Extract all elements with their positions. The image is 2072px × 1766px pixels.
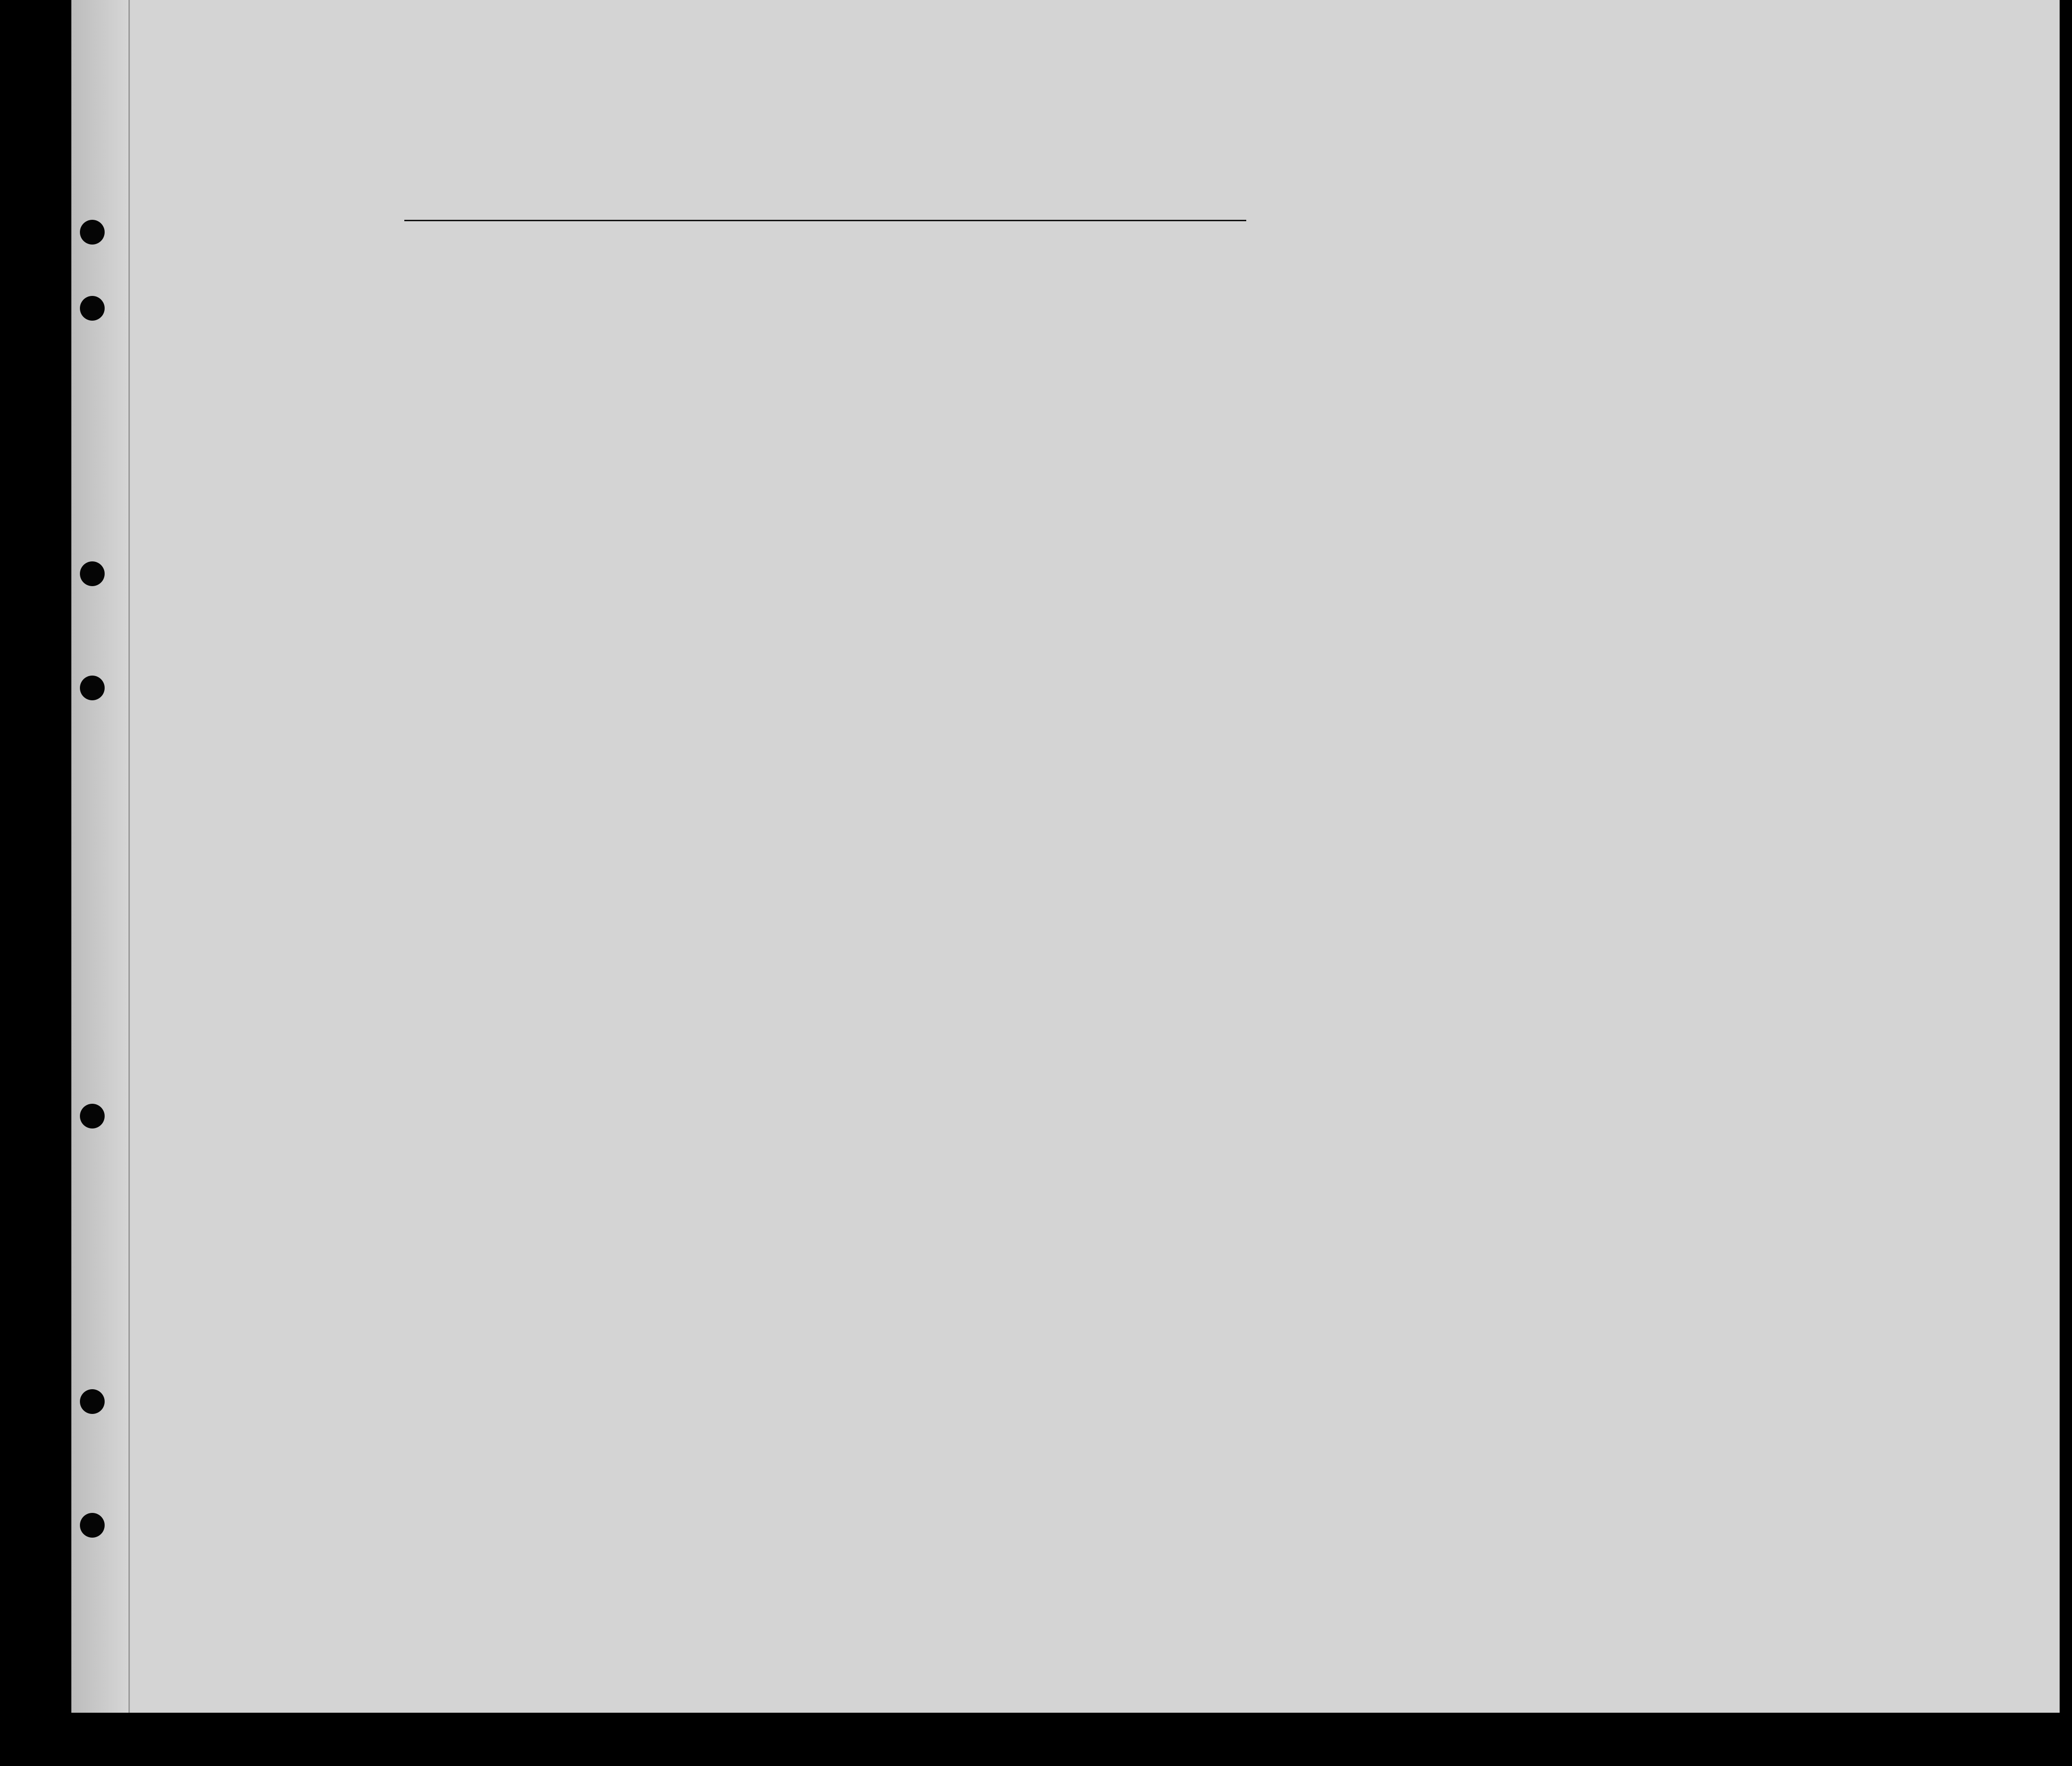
manifest-table [71,0,2060,1570]
manifest-sheet [71,0,2060,1713]
